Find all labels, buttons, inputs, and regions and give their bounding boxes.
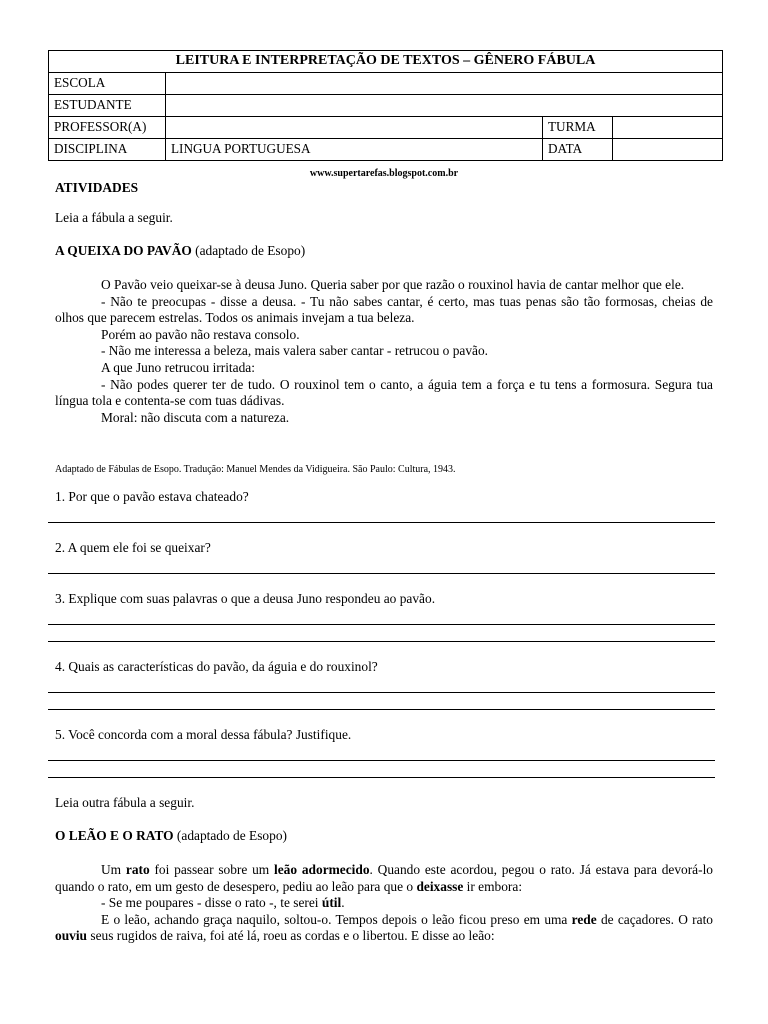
answer-line[interactable]: [48, 641, 715, 642]
question-2: 2. A quem ele foi se queixar?: [55, 540, 211, 555]
text-run: foi passear sobre um: [149, 862, 275, 877]
answer-line[interactable]: [48, 777, 715, 778]
text-run: ir embora:: [463, 878, 523, 894]
bold-word: rede: [571, 911, 597, 927]
fable1-paragraph: - Não me interessa a beleza, mais valera saber cantar - retrucou o pavão.: [101, 343, 489, 359]
question-4: 4. Quais as características do pavão, da águia e do rouxinol?: [55, 659, 378, 674]
disciplina-value: LINGUA PORTUGUESA: [166, 139, 543, 161]
fable1-source: Adaptado de Fábulas de Esopo. Tradução: Manuel Mendes da Vidigueira. São Paulo: Cultura, 1943.: [55, 464, 456, 475]
text-run: . Quando este acordou, pegou o rato. Já estava para devorá-lo quando o rato, em um gesto de desespero, pediu ao leão para que o: [55, 862, 713, 894]
fable2-title: O LEÃO E O RATO: [55, 828, 174, 843]
fable2-paragraph: [55, 895, 713, 912]
fable1-paragraph: - Não te preocupas - disse a deusa. - Tu não sabes cantar, é certo, mas tuas penas são tão formosas, cheias de olhos que parecem estrelas. Todos os animais invejam a tua beleza.: [55, 293, 713, 326]
bold-word: leão adormecido: [274, 862, 370, 877]
fable1-moral: Moral: não discuta com a natureza.: [101, 409, 290, 425]
escola-field[interactable]: [166, 73, 723, 95]
fable2-paragraph: [55, 862, 713, 895]
worksheet-title: LEITURA E INTERPRETAÇÃO DE TEXTOS – GÊNERO FÁBULA: [49, 51, 723, 73]
bold-word: ouviu: [55, 928, 88, 944]
estudante-label: ESTUDANTE: [49, 95, 166, 117]
text-run: - Se me poupares - disse o rato -, te serei: [101, 895, 322, 911]
professor-label: PROFESSOR(A): [49, 117, 166, 139]
answer-line[interactable]: [48, 692, 715, 693]
fable2-subtitle: (adaptado de Esopo): [173, 828, 287, 843]
fable1-paragraph: Porém ao pavão não restava consolo.: [101, 326, 300, 342]
professor-field[interactable]: [166, 117, 543, 139]
answer-line[interactable]: [48, 760, 715, 761]
estudante-field[interactable]: [166, 95, 723, 117]
fable1-paragraph: - Não podes querer ter de tudo. O rouxinol tem o canto, a águia tem a força e tu tens a formosura. Segura tua língua tola e contenta-se com tuas dádivas.: [55, 376, 713, 409]
bold-word: deixasse: [416, 878, 464, 894]
answer-line[interactable]: [48, 709, 715, 710]
text-run: seus rugidos de raiva, foi até lá, roeu as cordas e o libertou. E disse ao leão:: [87, 928, 495, 944]
question-5: 5. Você concorda com a moral dessa fábula? Justifique.: [55, 727, 352, 742]
intro-text-1: Leia a fábula a seguir.: [55, 210, 173, 225]
fable2-paragraph: [55, 912, 713, 945]
disciplina-label: DISCIPLINA: [49, 139, 166, 161]
turma-field[interactable]: [613, 117, 723, 139]
question-1: 1. Por que o pavão estava chateado?: [55, 489, 249, 504]
answer-line[interactable]: [48, 522, 715, 523]
fable1-body: [55, 277, 713, 426]
website-url: www.supertarefas.blogspot.com.br: [309, 168, 459, 179]
data-label: DATA: [543, 139, 613, 161]
fable1-heading: [55, 243, 713, 260]
bold-word: útil: [321, 895, 342, 911]
intro-text-2: Leia outra fábula a seguir.: [55, 795, 195, 810]
fable1-paragraph: A que Juno retrucou irritada:: [101, 359, 255, 375]
turma-label: TURMA: [543, 117, 613, 139]
question-3: 3. Explique com suas palavras o que a deusa Juno respondeu ao pavão.: [55, 591, 436, 606]
fable1-title: A QUEIXA DO PAVÃO: [55, 243, 192, 258]
answer-line[interactable]: [48, 573, 715, 574]
header-table: [48, 50, 723, 161]
text-run: E o leão, achando graça naquilo, soltou-o. Tempos depois o leão ficou preso em uma: [101, 911, 572, 927]
text-run: Um: [101, 862, 126, 877]
fable2-body: [55, 862, 713, 945]
answer-line[interactable]: [48, 624, 715, 625]
text-run: .: [341, 895, 345, 911]
escola-label: ESCOLA: [49, 73, 166, 95]
fable1-paragraph: O Pavão veio queixar-se à deusa Juno. Queria saber por que razão o rouxinol havia de cantar melhor que ele.: [101, 277, 685, 292]
data-field[interactable]: [613, 139, 723, 161]
fable1-subtitle: (adaptado de Esopo): [191, 243, 306, 258]
activities-heading: ATIVIDADES: [55, 180, 139, 195]
bold-word: rato: [125, 862, 150, 877]
fable2-heading: [55, 828, 713, 845]
text-run: de caçadores. O rato: [596, 911, 713, 927]
